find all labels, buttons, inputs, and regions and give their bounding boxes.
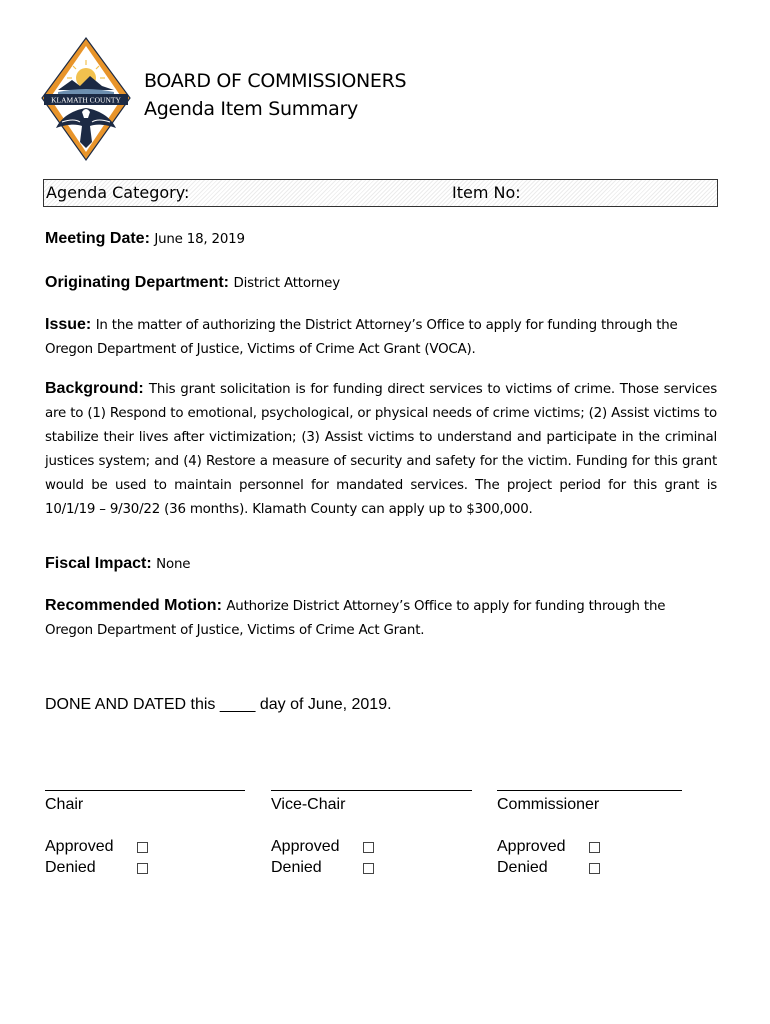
vice-chair-title: Vice-Chair [271,796,346,813]
vice-chair-signature-line[interactable] [271,790,472,791]
recommended-motion-field [45,594,717,642]
originating-department-label: Originating Department: [45,274,234,291]
fiscal-impact-label: Fiscal Impact: [45,555,157,572]
vice-chair-denied-checkbox[interactable] [363,863,374,874]
item-number-label: Item No: [452,183,521,202]
meeting-date-field [45,227,717,251]
meeting-date-label: Meeting Date: [45,230,155,247]
commissioner-denied-checkbox[interactable] [589,863,600,874]
meeting-date-value: June 18, 2019 [154,232,245,247]
chair-denied-label: Denied [45,859,96,876]
issue-label: Issue: [45,316,96,333]
fiscal-impact-value: None [156,557,191,572]
recommended-motion-value: Authorize District Attorney’s Office to apply for funding through the Oregon Department of Justice, Victims of Crime Act Grant. [45,599,666,638]
vice-chair-approved-label: Approved [271,838,340,855]
commissioner-denied-label: Denied [497,859,548,876]
agenda-category-label: Agenda Category: [46,183,190,202]
klamath-county-logo [40,36,132,162]
chair-approved-label: Approved [45,838,114,855]
issue-value: In the matter of authorizing the District Attorney’s Office to apply for funding through the Oregon Department of Justice, Victims of Crime Act Grant (VOCA). [45,318,678,357]
chair-title: Chair [45,796,84,813]
commissioner-signature-line[interactable] [497,790,682,791]
originating-department-value: District Attorney [233,276,340,291]
background-field [45,377,717,521]
logo-text: KLAMATH COUNTY [51,95,121,105]
chair-approved-checkbox[interactable] [137,842,148,853]
page-subtitle: Agenda Item Summary [144,98,358,120]
chair-denied-checkbox[interactable] [137,863,148,874]
commissioner-approved-checkbox[interactable] [589,842,600,853]
page-title: BOARD OF COMMISSIONERS [144,70,407,92]
background-value: This grant solicitation is for funding direct services to victims of crime. Those services are to (1) Respond to emotional, psychological, or physical needs of crime victims; (2) Assist victims to stabilize their lives after victimization; (3) Assist victims to understand and participate in the criminal justices system; and (4) Restore a measure of security and safety for the victim. Funding for this grant would be used to maintain personnel for mandated services. The project period for this grant is 10/1/19 – 9/30/22 (36 months). Klamath County can apply up to $300,000. [45,382,717,517]
agenda-category-box [43,179,718,207]
commissioner-approved-label: Approved [497,838,566,855]
chair-signature-line[interactable] [45,790,245,791]
done-and-dated-text: DONE AND DATED this ____ day of June, 2019. [45,696,392,713]
vice-chair-approved-checkbox[interactable] [363,842,374,853]
recommended-motion-label: Recommended Motion: [45,597,227,614]
originating-department-field [45,271,717,295]
issue-field [45,313,717,361]
fiscal-impact-field [45,552,717,576]
vice-chair-denied-label: Denied [271,859,322,876]
background-label: Background: [45,380,149,397]
commissioner-title: Commissioner [497,796,600,813]
